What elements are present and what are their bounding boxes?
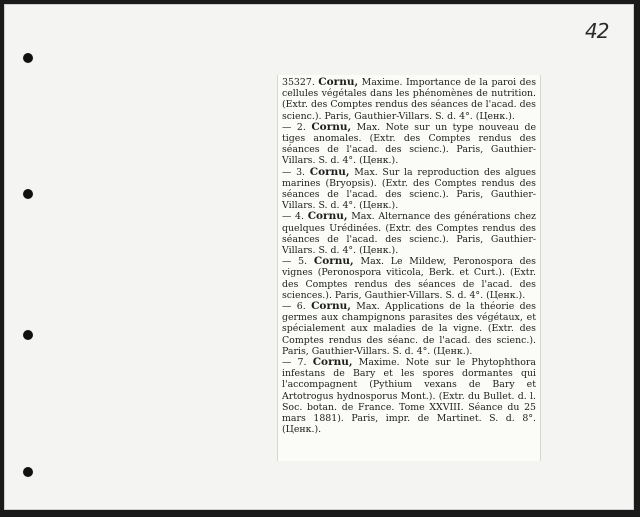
author-name: Cornu, [309, 165, 350, 178]
entry-number: — 7. [282, 357, 307, 369]
author-name: Cornu, [311, 300, 351, 313]
punch-hole-4 [23, 467, 33, 477]
handwritten-page-number: 42 [585, 19, 609, 43]
entry-text: Max. Alternance des générations chez quelques Urédinées. (Extr. des Comptes rendus des séances de l'acad. des scienc.). Paris, Gauthier-Villars. S. d. 4°. (Ценк.). [282, 211, 536, 257]
catalog-entry [282, 167, 536, 212]
catalog-entry [282, 211, 536, 256]
catalog-entry [282, 256, 536, 301]
catalog-entry [282, 77, 536, 122]
entry-text: Max. Sur la reproduction des algues marines (Bryopsis). (Extr. des Comptes rendus des séances de l'acad. des scienc.). Paris, Gauthier-Villars. S. d. 4°. (Ценк.). [282, 166, 536, 212]
author-name: Cornu, [311, 120, 352, 133]
entry-text: Max. Note sur un type nouveau de tiges anomales. (Extr. des Comptes rendus des séances de l'acad. des scienc.). Paris, Gauthier-Villars. S. d. 4°. (Ценк.). [282, 121, 536, 167]
entry-number: — 5. [282, 256, 308, 268]
author-name: Cornu, [307, 210, 348, 223]
entry-number: 35327. [282, 77, 315, 88]
entry-number: — 6. [282, 301, 306, 313]
punch-hole-1 [23, 53, 33, 63]
entry-number: — 3. [282, 166, 306, 178]
author-name: Cornu, [312, 356, 353, 369]
catalog-entry [282, 301, 536, 357]
author-name: Cornu, [313, 255, 354, 268]
catalog-sheet [4, 4, 634, 510]
punch-hole-2 [23, 189, 33, 199]
catalog-clipping [277, 75, 541, 461]
entry-text: Max. Le Mildew, Peronospora des vignes (Peronospora viticola, Berk. et Curt.). (Extr. des Comptes rendus des séances de l'acad. des sciences.). Paris, Gauthier-Villars. S. d. 4°. (Ценк.). [282, 256, 536, 301]
catalog-entry [282, 357, 536, 435]
catalog-entry [282, 122, 536, 167]
entry-text: Max. Applications de la théorie des germes aux champignons parasites des végétaux, et spécialement aux maladies de la vigne. (Extr. des Comptes rendus des séanc. de l'acad. des scienc.). Paris, Gauthier-Villars. S. d. 4°. (Ценк.). [282, 301, 536, 357]
author-name: Cornu, [318, 76, 359, 88]
entry-number: — 2. [282, 121, 306, 133]
punch-hole-3 [23, 330, 33, 340]
entry-text: Maxime. Note sur le Phytophthora infestans de Bary et les spores dormantes qui l'accompagnent (Pythium vexans de Bary et Artotrogus hydnosporus Mont.). (Extr. du Bullet. d. l. Soc. botan. de France. Tome XXVIII. Séance du 25 mars 1881). Paris, impr. de Martinet. S. d. 8°. (Ценк.). [282, 357, 536, 436]
entry-number: — 4. [282, 211, 304, 223]
entry-text: Maxime. Importance de la paroi des cellules végétales dans les phénomènes de nutrition. (Extr. des Comptes rendus des séances de l'acad. des scienc.). Paris, Gauthier-Villars. S. d. 4°. (Ценк.). [282, 77, 537, 122]
